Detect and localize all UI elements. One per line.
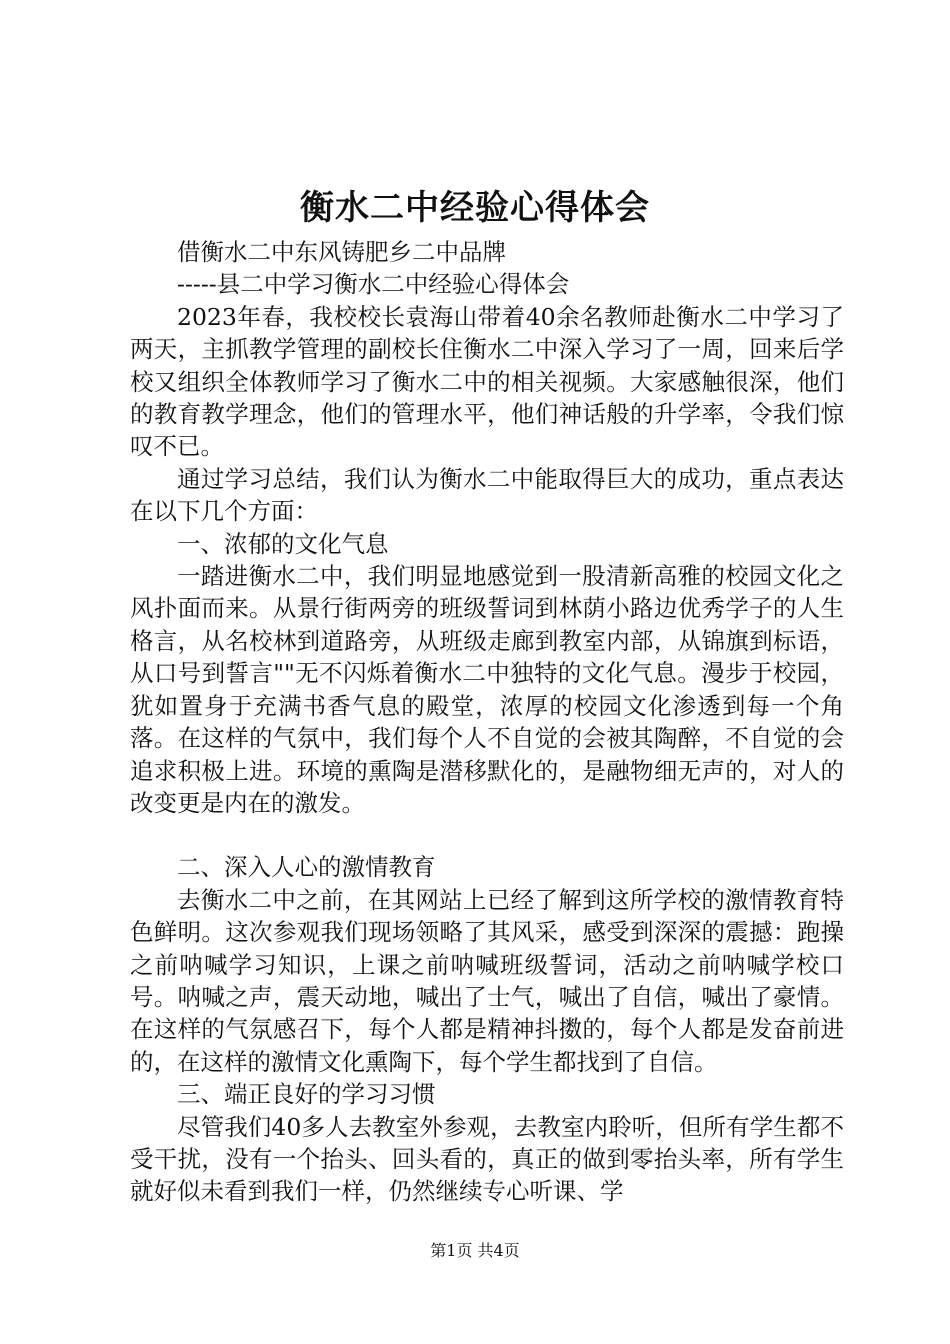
body-paragraph: 一踏进衡水二中，我们明显地感觉到一股清新高雅的校园文化之风扑面而来。从景行街两旁的班级誓词到林荫小路边优秀学子的人生格言，从名校林到道路旁，从班级走廊到教室内部，从锦旗到标语，从口号到誓言""无不闪烁着衡水二中独特的文化气息。漫步于校园，犹如置身于充满书香气息的殿堂，浓厚的校园文化渗透到每一个角落。在这样的气氛中，我们每个人不自觉的会被其陶醉，不自觉的会追求积极上进。环境的熏陶是潜移默化的，是融物细无声的，对人的改变更是内在的激发。 [130,562,844,817]
subtitle-byline: -----县二中学习衡水二中经验心得体会 [177,270,570,299]
document-title: 衡水二中经验心得体会 [300,188,650,228]
body-paragraph: 通过学习总结，我们认为衡水二中能取得巨大的成功，重点表达在以下几个方面： [130,464,844,526]
document-body [130,236,844,1208]
body-paragraph: 去衡水二中之前，在其网站上已经了解到这所学校的激情教育特色鲜明。这次参观我们现场领略了其风采，感受到深深的震撼：跑操之前呐喊学习知识，上课之前呐喊班级誓词，活动之前呐喊学校口号。呐喊之声，震天动地，喊出了士气，喊出了自信，喊出了豪情。在这样的气氛感召下，每个人都是精神抖擞的，每个人都是发奋前进的，在这样的激情文化熏陶下，每个学生都找到了自信。 [130,885,844,1076]
subtitle-line: 借衡水二中东风铸肥乡二中品牌 [177,238,506,266]
section-heading: 三、端正良好的学习习惯 [177,1080,436,1109]
body-paragraph: 2023年春，我校校长袁海山带着40余名教师赴衡水二中学习了两天，主抓教学管理的副校长住衡水二中深入学习了一周，回来后学校又组织全体教师学习了衡水二中的相关视频。大家感触很深，他们的教育教学理念，他们的管理水平，他们神话般的升学率，令我们惊叹不已。 [130,302,844,461]
section-heading: 一、浓郁的文化气息 [177,529,389,558]
section-heading: 二、深入人心的激情教育 [177,853,436,882]
body-paragraph: 尽管我们40多人去教室外参观，去教室内聆听，但所有学生都不受干扰，没有一个抬头、回头看的，真正的做到零抬头率，所有学生就好似未看到我们一样，仍然继续专心听课、学 [130,1112,844,1206]
page-number-footer: 第1页 共4页 [430,1241,520,1260]
